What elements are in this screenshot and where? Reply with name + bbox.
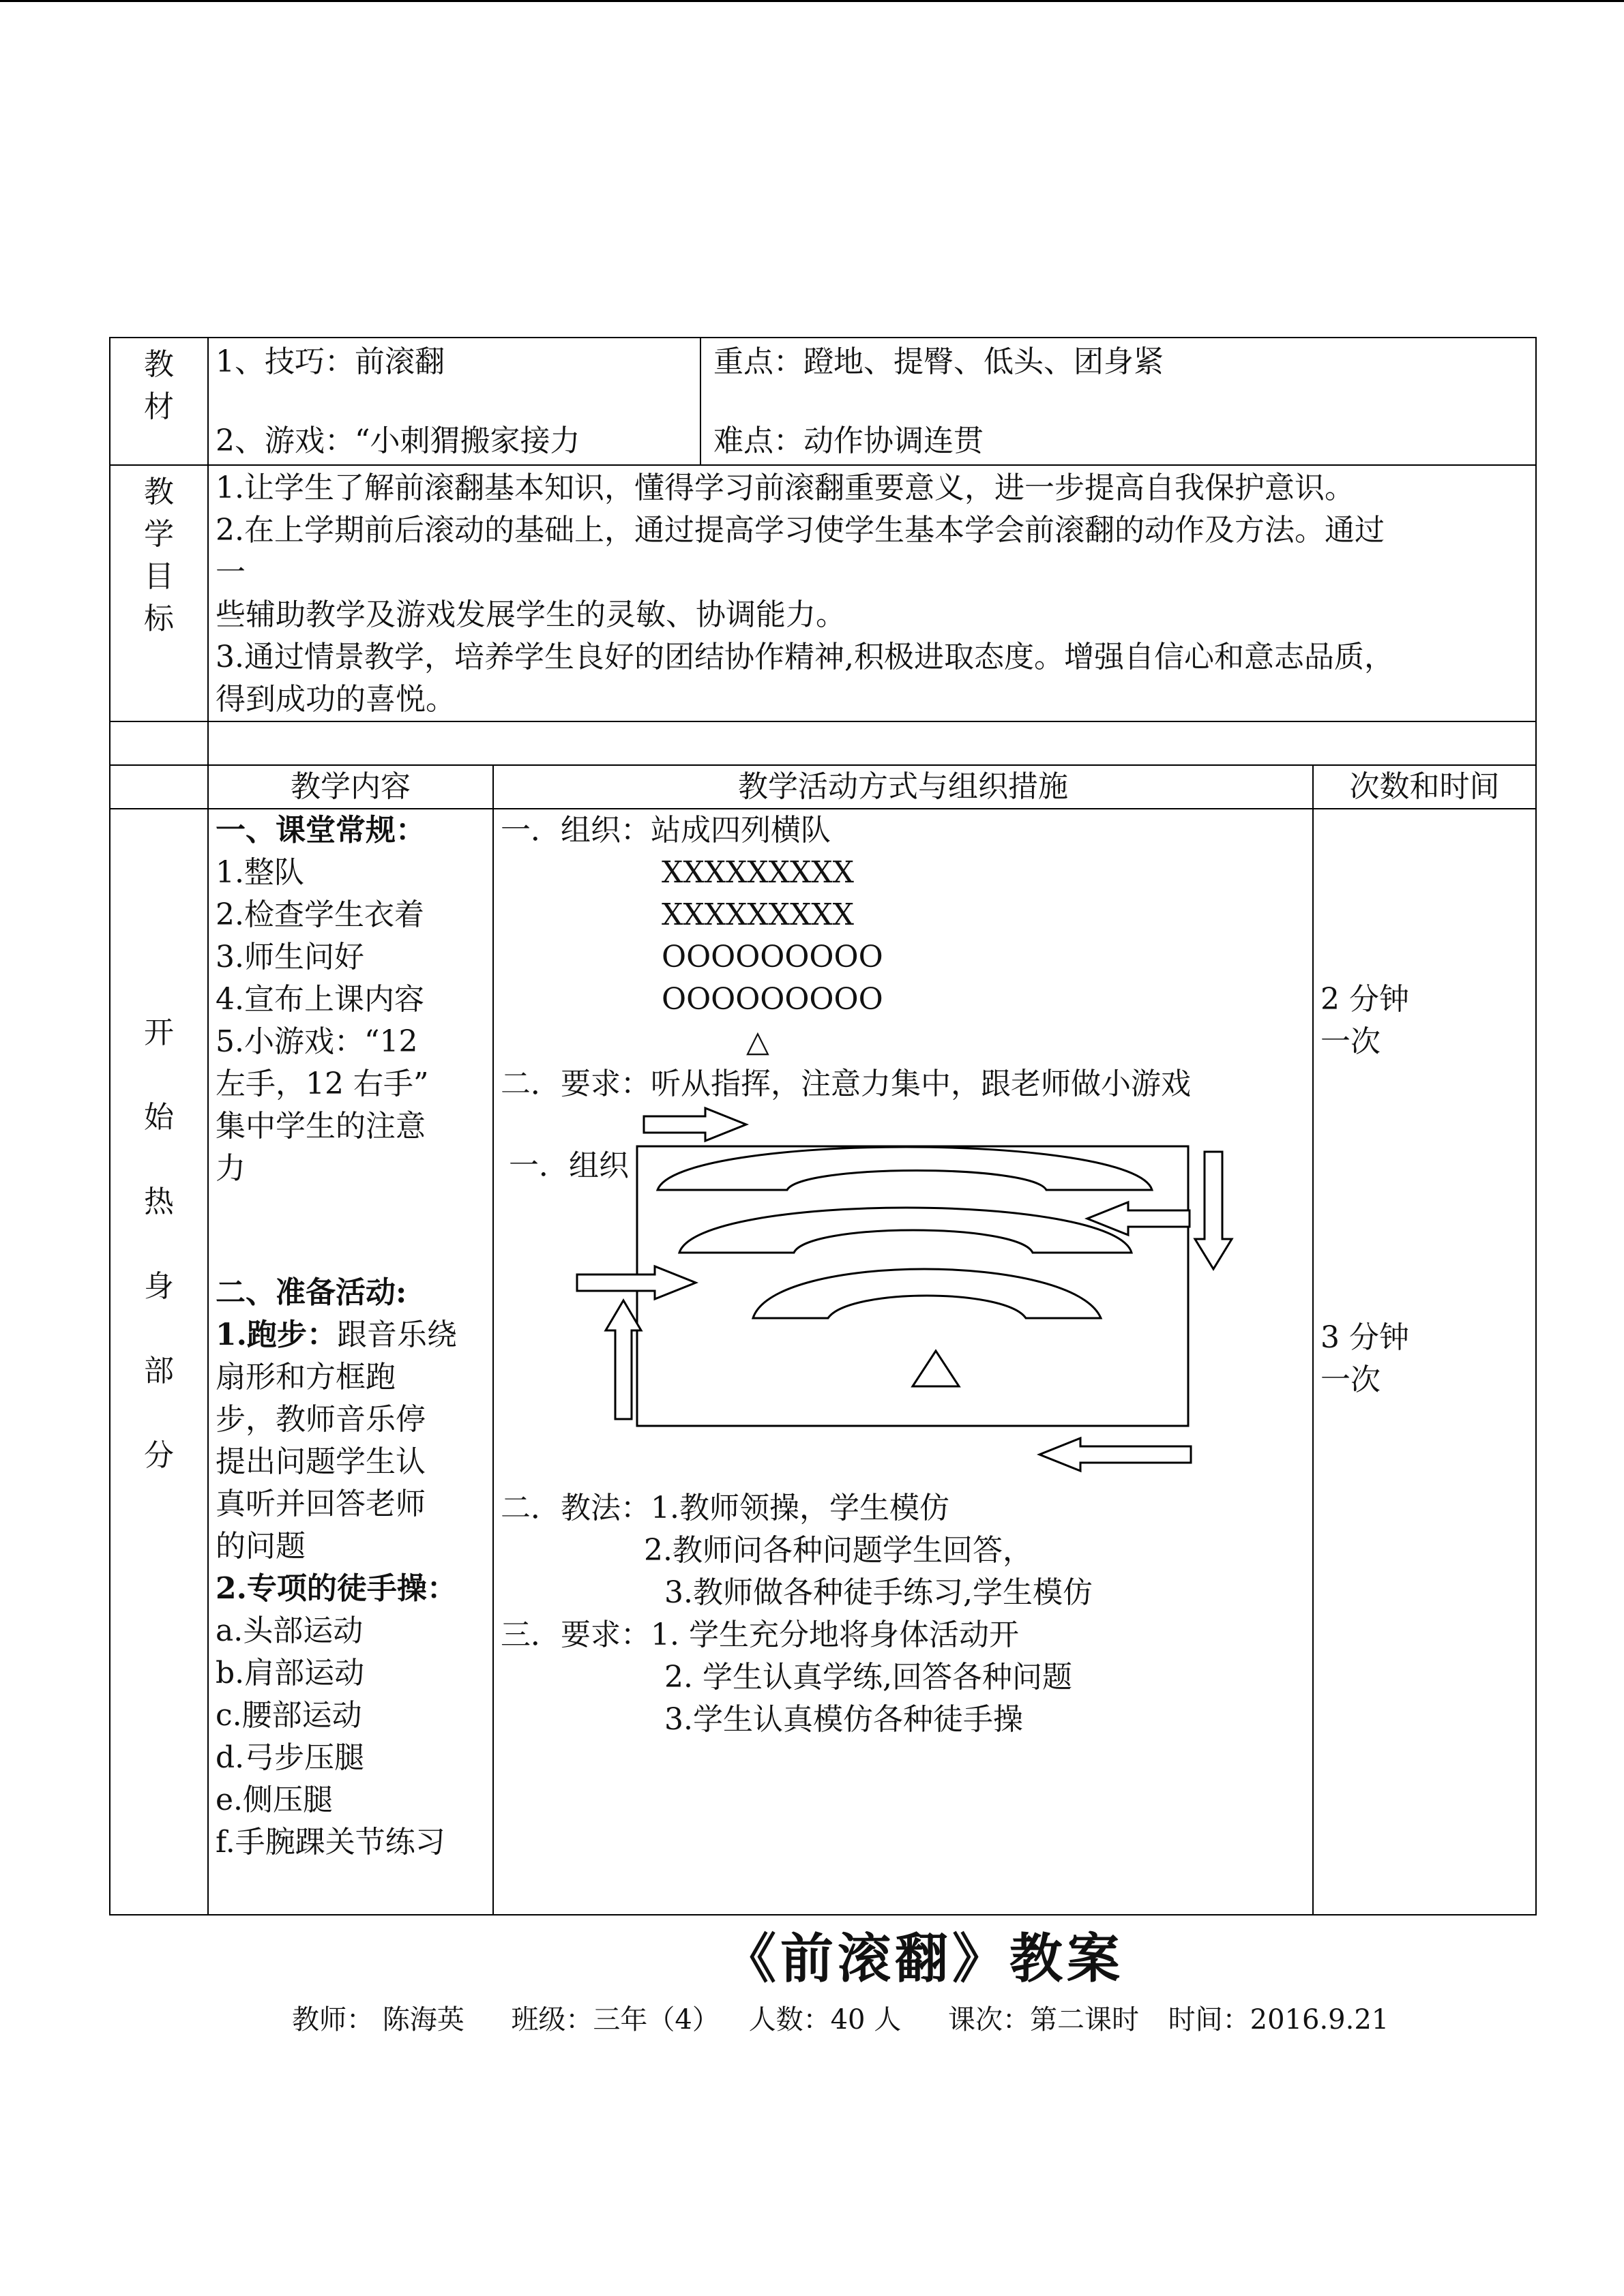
column-header-row (110, 765, 1536, 809)
objective-line-6: 得到成功的喜悦。 (216, 682, 456, 717)
route-diagram-svg (501, 1105, 1305, 1487)
run-line: 的问题 (216, 1529, 306, 1564)
part1-item: 4.宣布上课内容 (216, 982, 424, 1017)
spacer (1320, 809, 1529, 979)
label-char: 始 (144, 1100, 174, 1135)
arrow-right-icon (644, 1108, 746, 1141)
time-2-duration: 3 分钟 (1320, 1320, 1409, 1355)
empty-header-cell (110, 765, 208, 809)
teacher-triangle-icon (913, 1351, 959, 1386)
arrow-down-icon (1195, 1152, 1232, 1269)
objective-line-5: 3.通过情景教学，培养学生良好的团结协作精神,积极进取态度。增强自信心和意志品质， (216, 640, 1394, 674)
run-line: 提出问题学生认 (216, 1444, 426, 1479)
label-char: 标 (144, 601, 174, 636)
method-line-3: 3.教师做各种徒手练习,学生模仿 (664, 1575, 1093, 1610)
lesson-number-info: 课次：第二课时 (947, 2004, 1139, 2036)
count-info: 人数：40 人 (748, 2004, 902, 2036)
part1-item: 力 (216, 1151, 246, 1186)
lesson-info (292, 1998, 1427, 2037)
run-line: 扇形和方框跑 (216, 1360, 396, 1395)
part1-item: 3.师生问好 (216, 940, 364, 974)
arrow-up-icon (606, 1300, 641, 1419)
label-char: 热 (144, 1184, 174, 1219)
lesson-plan-table (109, 337, 1537, 1915)
objective-line-3: 一 (216, 555, 246, 590)
req1-text: 二．要求：听从指挥，注意力集中，跟老师做小游戏 (501, 1067, 1191, 1101)
key-points (700, 338, 1536, 465)
part1-item: 5.小游戏：“12 (216, 1024, 418, 1059)
label-char: 学 (144, 517, 174, 552)
exercise-item: d.弓步压腿 (216, 1740, 365, 1775)
material-item-2-text: 2、游戏：“小刺猬搬家接力 (216, 423, 580, 458)
run-line: 真听并回答老师 (216, 1487, 426, 1521)
objectives-row (110, 465, 1536, 721)
top-border-line (0, 0, 1624, 2)
exercise-item: f.手腕踝关节练习 (216, 1825, 445, 1860)
teacher-triangle-icon: △ (746, 1024, 769, 1059)
org2-text: 一．组织 (509, 1148, 629, 1183)
material-row (110, 338, 1536, 465)
label-char: 材 (144, 389, 174, 424)
exercise-title: 2.专项的徒手操： (216, 1571, 457, 1606)
activity-column (493, 809, 1313, 1915)
label-char: 教 (144, 475, 174, 509)
formation-row-o: OOOOOOOOO (662, 982, 883, 1017)
fan-arc-3 (753, 1269, 1101, 1318)
label-char: 教 (144, 347, 174, 382)
method-line-2: 2.教师问各种问题学生回答， (644, 1533, 1033, 1568)
exercise-item: a.头部运动 (216, 1613, 364, 1648)
run-line: 步，教师音乐停 (216, 1402, 426, 1437)
req2-line-2: 2. 学生认真学练,回答各种问题 (664, 1660, 1072, 1695)
part1-item: 2.检查学生衣着 (216, 897, 424, 932)
run-line (216, 1314, 486, 1356)
empty-row (110, 721, 1536, 765)
time-2-count: 一次 (1320, 1362, 1381, 1397)
method-line-1: 二．教法：1.教师领操，学生模仿 (501, 1491, 949, 1525)
material-label (110, 338, 208, 465)
arrow-left-icon (1039, 1438, 1191, 1471)
time-header: 次数和时间 (1313, 765, 1536, 809)
exercise-item: b.肩部运动 (216, 1656, 365, 1690)
key-point: 重点：蹬地、提臀、低头、团身紧 (713, 344, 1164, 379)
class-info: 班级：三年（4） (511, 2004, 720, 2036)
teacher-info: 教师： 陈海英 (292, 2004, 464, 2036)
date-info: 时间：2016.9.21 (1168, 2004, 1389, 2036)
spacer (216, 1190, 486, 1272)
label-char: 目 (144, 559, 174, 594)
label-char: 身 (144, 1269, 174, 1304)
objective-line-1: 1.让学生了解前滚翻基本知识，懂得学习前滚翻重要意义，进一步提高自我保护意识。 (216, 471, 1355, 505)
objectives-label (110, 465, 208, 721)
objective-line-4: 些辅助教学及游戏发展学生的灵敏、协调能力。 (216, 597, 846, 632)
fan-arc-2 (679, 1208, 1132, 1253)
content-column (208, 809, 493, 1915)
document-title: 《前滚翻》教案 (723, 1928, 1125, 1990)
label-char: 部 (144, 1354, 174, 1388)
activity-header: 教学活动方式与组织措施 (493, 765, 1313, 809)
running-route-diagram (501, 1105, 1305, 1487)
label-char: 分 (144, 1438, 174, 1473)
formation-row-x: XXXXXXXXX (662, 897, 854, 932)
empty-cell (110, 721, 208, 765)
exercise-item: e.侧压腿 (216, 1783, 334, 1817)
time-1-duration: 2 分钟 (1320, 982, 1409, 1017)
part1-title: 一、课堂常规： (216, 813, 426, 848)
formation-row-o: OOOOOOOOO (662, 940, 883, 974)
material-items (208, 338, 700, 465)
run-title: 1.跑步： (216, 1317, 337, 1352)
empty-cell (208, 721, 1536, 765)
exercise-item: c.腰部运动 (216, 1698, 362, 1733)
content-header: 教学内容 (208, 765, 493, 809)
difficulty: 难点：动作协调连贯 (713, 423, 984, 458)
warmup-row (110, 809, 1536, 1915)
objectives-text (208, 465, 1536, 721)
part1-item: 1.整队 (216, 855, 304, 890)
material-item-2 (216, 420, 693, 464)
req2-line-3: 3.学生认真模仿各种徒手操 (664, 1702, 1023, 1737)
req2-line-1: 三．要求：1. 学生充分地将身体活动开 (501, 1617, 1019, 1652)
objective-line-2: 2.在上学期前后滚动的基础上，通过提高学习使学生基本学会前滚翻的动作及方法。通过 (216, 513, 1385, 548)
org1-text: 一．组织：站成四列横队 (501, 813, 831, 848)
run-text: 跟音乐绕 (336, 1317, 457, 1352)
label-char: 开 (144, 1015, 174, 1050)
part2-title: 二、准备活动: (216, 1275, 407, 1310)
time-1-count: 一次 (1320, 1024, 1381, 1059)
part1-item: 左手，12 右手” (216, 1067, 429, 1101)
time-column (1313, 809, 1536, 1915)
material-item-1: 1、技巧：前滚翻 (216, 344, 445, 379)
spacer (216, 383, 693, 420)
fan-arc-1 (658, 1147, 1152, 1190)
section-label (110, 809, 208, 1915)
spacer (713, 383, 1529, 420)
formation-row-x: XXXXXXXXX (662, 855, 854, 890)
spacer (1320, 1063, 1529, 1317)
part1-item: 集中学生的注意 (216, 1109, 426, 1144)
